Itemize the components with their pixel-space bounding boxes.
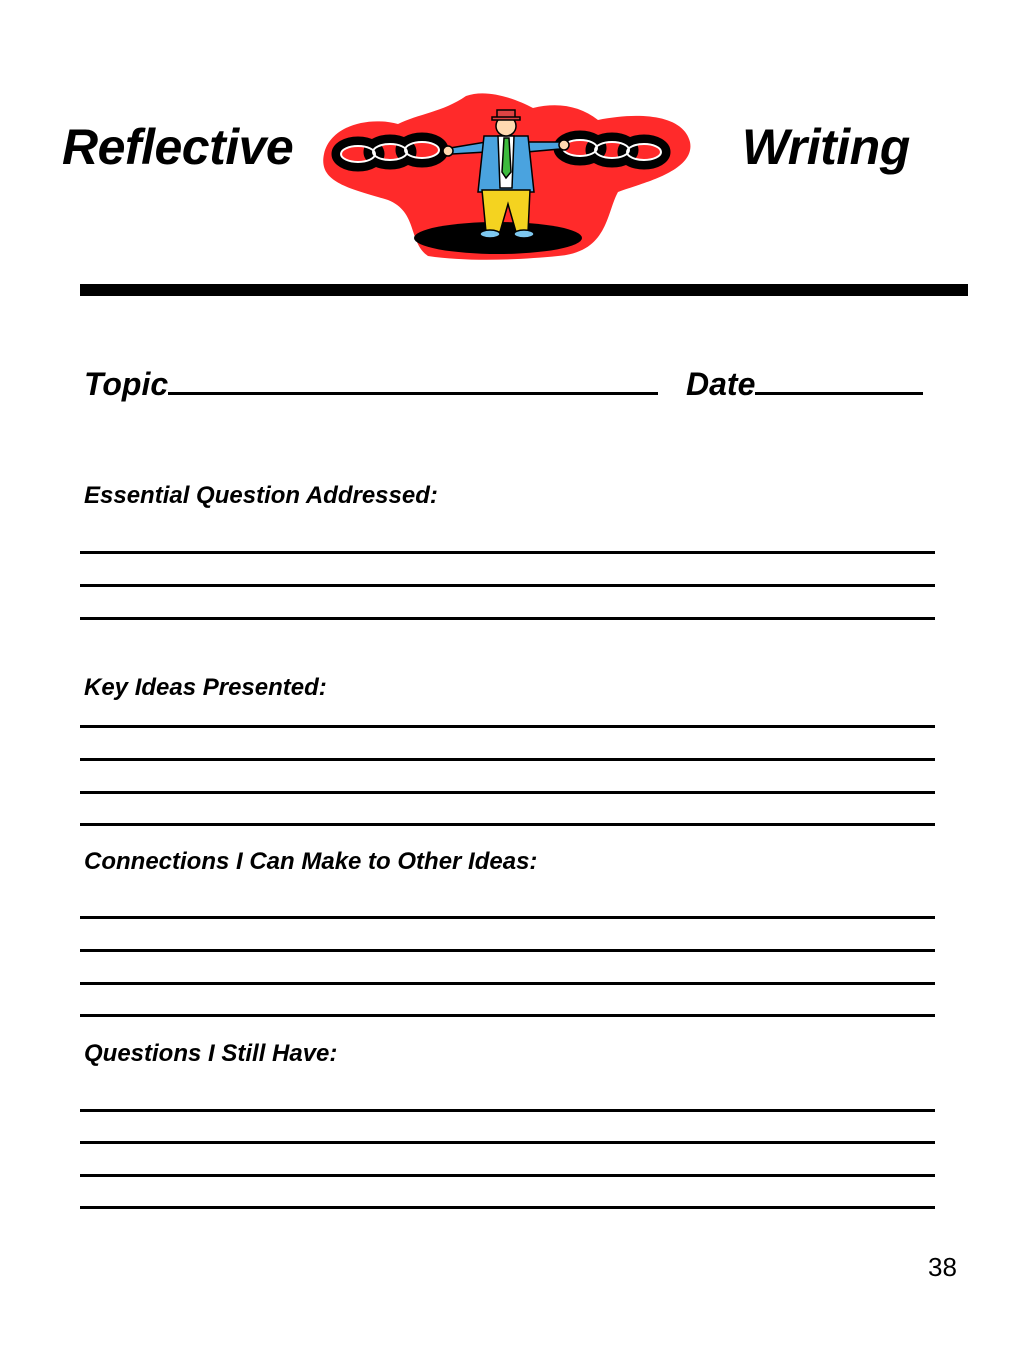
questions-label: Questions I Still Have: (84, 1040, 338, 1067)
writing-line[interactable] (80, 916, 935, 919)
writing-line[interactable] (80, 823, 935, 826)
writing-line[interactable] (80, 758, 935, 761)
topic-field[interactable] (84, 362, 658, 400)
writing-line[interactable] (80, 982, 935, 985)
writing-line[interactable] (80, 617, 935, 620)
writing-line[interactable] (80, 1141, 935, 1144)
title-writing: Writing (742, 119, 910, 175)
date-blank[interactable] (755, 362, 923, 395)
writing-line[interactable] (80, 725, 935, 728)
man-breaking-chains-icon (318, 92, 698, 262)
date-label: Date (686, 366, 756, 402)
key-ideas-label: Key Ideas Presented: (84, 674, 327, 701)
writing-line[interactable] (80, 1014, 935, 1017)
writing-line[interactable] (80, 584, 935, 587)
writing-line[interactable] (80, 791, 935, 794)
writing-line[interactable] (80, 1174, 935, 1177)
topic-label: Topic (84, 366, 169, 402)
topic-blank[interactable] (168, 362, 658, 395)
writing-line[interactable] (80, 949, 935, 952)
title-reflective: Reflective (62, 119, 294, 175)
date-field[interactable] (686, 362, 923, 400)
page-number: 38 (928, 1252, 957, 1282)
writing-line[interactable] (80, 1206, 935, 1209)
header-divider (80, 284, 968, 296)
writing-line[interactable] (80, 1109, 935, 1112)
writing-line[interactable] (80, 551, 935, 554)
essential-question-label: Essential Question Addressed: (84, 482, 438, 509)
connections-label: Connections I Can Make to Other Ideas: (84, 848, 538, 875)
